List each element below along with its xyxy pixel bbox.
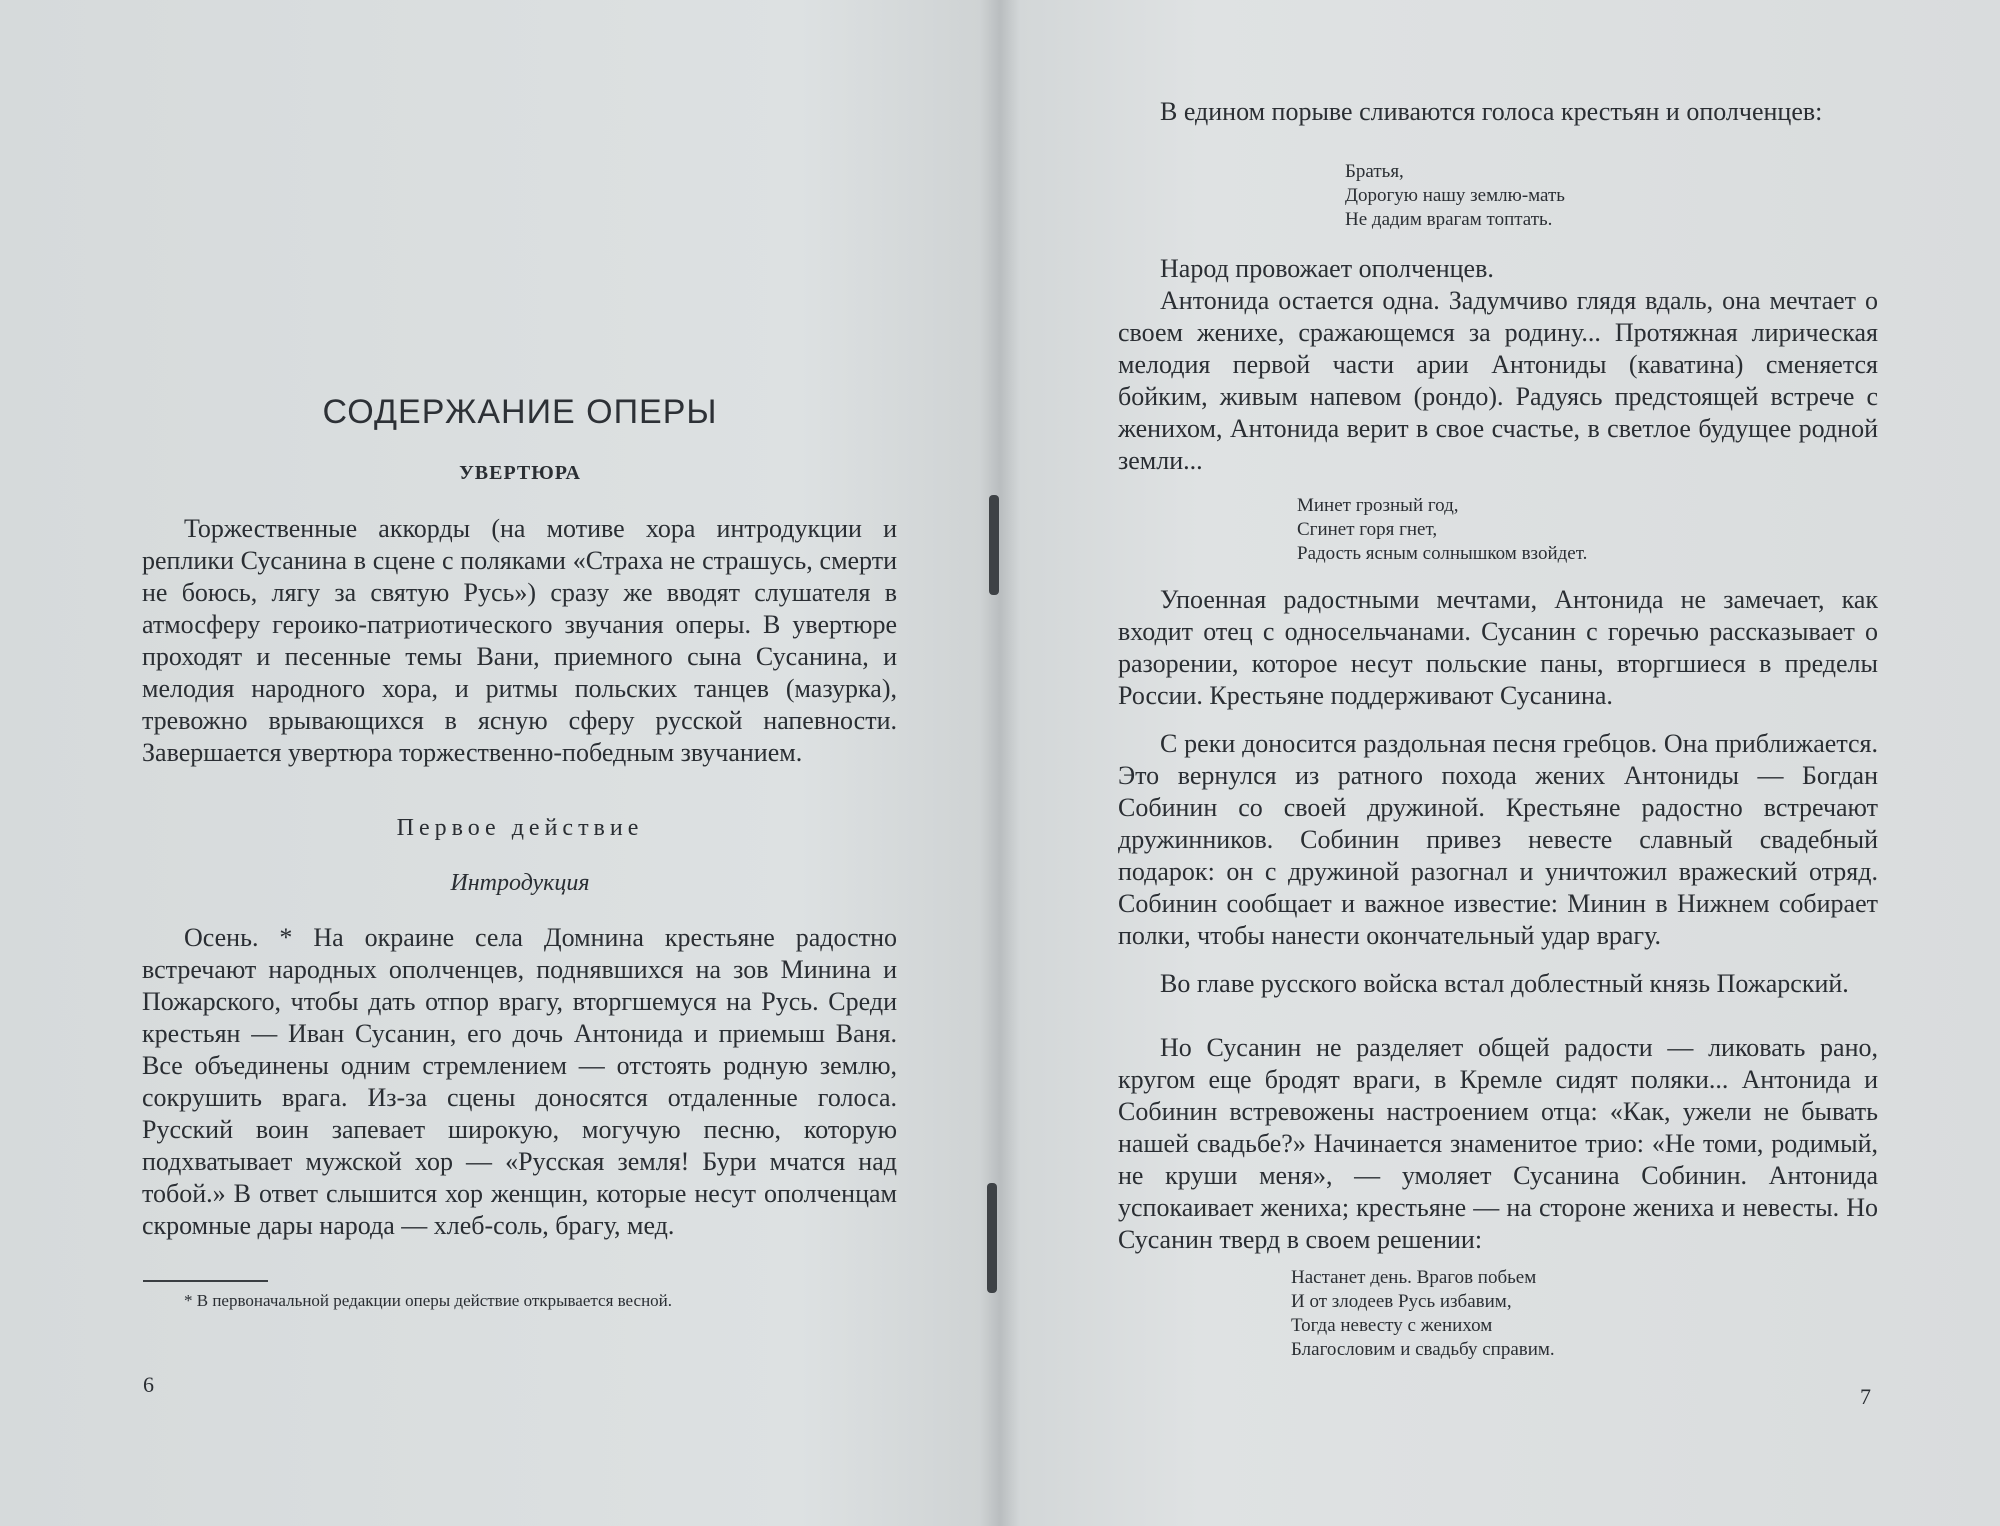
- paragraph-6: Во главе русского войска встал доблестный князь Пожарский.: [1160, 969, 1849, 998]
- binding-stitch-top: [989, 495, 999, 595]
- verse-line: Тогда невесту с женихом: [1291, 1315, 1493, 1336]
- page-number-right: 7: [1860, 1384, 1871, 1409]
- verse-line: Сгинет горя гнет,: [1297, 519, 1438, 540]
- verse-line: И от злодеев Русь избавим,: [1291, 1291, 1512, 1312]
- verse-line: Не дадим врагам топтать.: [1345, 209, 1553, 230]
- verse-line: Минет грозный год,: [1297, 495, 1459, 516]
- verse-3: [1291, 1266, 1555, 1362]
- footnote: * В первоначальной редакции оперы действие открывается весной.: [184, 1291, 673, 1310]
- verse-line: Радость ясным солнышком взойдет.: [1297, 543, 1588, 564]
- act-subheading: Интродукция: [450, 870, 590, 896]
- section-heading-overture: УВЕРТЮРА: [459, 462, 581, 484]
- verse-line: Благословим и свадьбу справим.: [1291, 1339, 1555, 1360]
- verse-line: Братья,: [1345, 161, 1404, 182]
- verse-2: [1297, 494, 1587, 566]
- paragraph-4: Упоенная радостными мечтами, Антонида не замечает, как входит отец с односельчанами. Сусанин с горечью рассказывает о разорении, которое несут польские паны, вторгшиеся в пределы России. Крестьяне поддерживают Сусанина.: [1118, 585, 1878, 710]
- binding-stitch-bottom: [987, 1183, 997, 1293]
- left-page: [0, 0, 995, 1526]
- footnote-divider: [143, 1280, 268, 1282]
- verse-line: Настанет день. Врагов побьем: [1291, 1267, 1537, 1288]
- page-title: СОДЕРЖАНИЕ ОПЕРЫ: [322, 393, 718, 431]
- act-heading: Первое действие: [396, 815, 644, 841]
- paragraph-2: Народ провожает ополченцев.: [1160, 254, 1494, 283]
- overture-paragraph: Торжественные аккорды (на мотиве хора интродукции и реплики Сусанина в сцене с поляками «Страха не страшусь, смерти не боюсь, лягу за святую Русь») сразу же вводят слушателя в атмосферу героико-патриотического звучания оперы. В увертюре проходят и песенные темы Вани, приемного сына Сусанина, и мелодия народного хора, и ритмы польских танцев (мазурка), тревожно врывающихся в ясную сферу русской напевности. Завершается увертюра торжественно-победным звучанием.: [142, 514, 897, 767]
- paragraph-5: С реки доносится раздольная песня гребцов. Она приближается. Это вернулся из ратного похода жених Антониды — Богдан Собинин со своей дружиной. Крестьяне радостно встречают дружинников. Собинин привез невесте славный свадебный подарок: он с дружиной разогнал и уничтожил вражеский отряд. Собинин сообщает и важное известие: Минин в Нижнем собирает полки, чтобы нанести окончательный удар врагу.: [1118, 729, 1878, 950]
- page-number-left: 6: [143, 1372, 154, 1397]
- right-page: [1005, 0, 2000, 1526]
- paragraph-3: Антонида остается одна. Задумчиво глядя вдаль, она мечтает о своем женихе, сражающемся за родину... Протяжная лирическая мелодия первой части арии Антониды (каватина) сменяется бойким, живым напевом (рондо). Радуясь предстоящей встрече с женихом, Антонида верит в свое счастье, в светлое будущее родной земли...: [1118, 286, 1878, 475]
- paragraph-7: Но Сусанин не разделяет общей радости — ликовать рано, кругом еще бродят враги, в Кремле сидят поляки... Антонида и Собинин встревожены настроением отца: «Как, ужели не бывать нашей свадьбе?» Начинается знаменитое трио: «Не томи, родимый, не круши меня», — умоляет Сусанина Собинин. Антонида успокаивает жениха; крестьяне — на стороне жениха и невесты. Но Сусанин тверд в своем решении:: [1118, 1033, 1878, 1254]
- paragraph-1: В едином порыве сливаются голоса крестьян и ополченцев:: [1160, 97, 1823, 126]
- verse-line: Дорогую нашу землю-мать: [1345, 185, 1565, 206]
- verse-1: [1345, 160, 1565, 232]
- introduction-paragraph: Осень. * На окраине села Домнина крестьяне радостно встречают народных ополченцев, поднявшихся на зов Минина и Пожарского, чтобы дать отпор врагу, вторгшемуся на Русь. Среди крестьян — Иван Сусанин, его дочь Антонида и приемыш Ваня. Все объединены одним стремлением — отстоять родную землю, сокрушить врага. Из-за сцены доносятся отдаленные голоса. Русский воин запевает широкую, могучую песню, которую подхватывает мужской хор — «Русская земля! Бури мчатся над тобой.» В ответ слышится хор женщин, которые несут ополченцам скромные дары народа — хлеб-соль, брагу, мед.: [142, 923, 897, 1240]
